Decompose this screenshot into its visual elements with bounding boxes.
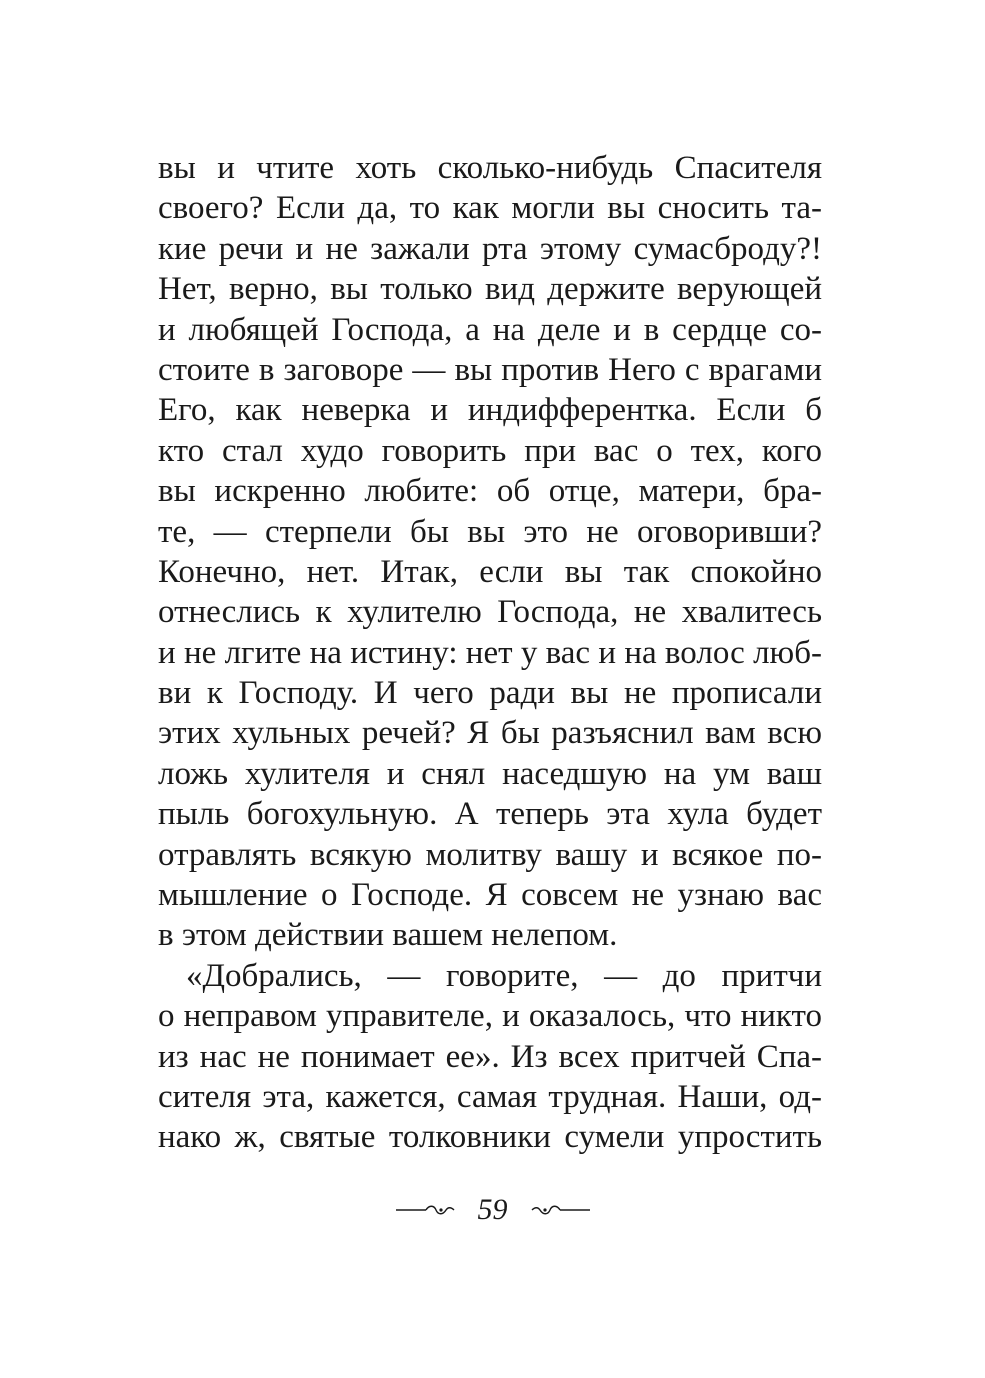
flourish-ornament-icon	[396, 1203, 456, 1217]
text-line: те, — стерпели бы вы это не оговоривши?	[158, 513, 822, 550]
paragraph-last-line: в этом действии вашем нелепом.	[158, 917, 618, 954]
text-line: стоите в заговоре — вы против Него с врагами	[158, 351, 822, 388]
text-line: своего? Если да, то как могли вы сносить та-	[158, 190, 822, 227]
flourish-ornament-icon	[530, 1203, 590, 1217]
text-line: пыль богохульную. А теперь эта хула будет	[158, 796, 822, 833]
text-line: сителя эта, кажется, самая трудная. Наши, од-	[158, 1078, 822, 1115]
page-number: 59	[477, 1193, 508, 1226]
text-line: ложь хулителя и снял наседшую на ум ваш	[158, 755, 822, 792]
text-line: отравлять всякую молитву вашу и всякое по-	[158, 836, 822, 873]
text-line: мышление о Господе. Я совсем не узнаю вас	[158, 877, 822, 914]
text-line: из нас не понимает ее». Из всех притчей Спа-	[158, 1038, 822, 1075]
text-line: вы искренно любите: об отце, матери, бра-	[158, 473, 822, 510]
text-line: Его, как неверка и индифферентка. Если б	[158, 392, 822, 429]
page-footer	[0, 1190, 985, 1230]
text-line: этих хульных речей? Я бы разъяснил вам всю	[158, 715, 822, 752]
text-line: и не лгите на истину: нет у вас и на волос люб-	[158, 634, 822, 671]
body-text	[158, 148, 822, 1158]
text-line: ви к Господу. И чего ради вы не прописали	[158, 675, 822, 712]
text-line: отнеслись к хулителю Господа, не хвалитесь	[158, 594, 822, 631]
text-line: вы и чтите хоть сколько-нибудь Спасителя	[158, 150, 822, 186]
text-line: и любящей Господа, а на деле и в сердце со-	[158, 311, 822, 348]
text-line: Конечно, нет. Итак, если вы так спокойно	[158, 553, 822, 590]
paragraph-first-line: «Добрались, — говорите, — до притчи	[186, 957, 822, 994]
text-line: кто стал худо говорить при вас о тех, кого	[158, 432, 822, 469]
text-line: кие речи и не зажали рта этому сумасброду?!	[158, 230, 822, 267]
text-line: нако ж, святые толковники сумели упростить	[158, 1119, 822, 1156]
text-line: о неправом управителе, и оказалось, что никто	[158, 998, 822, 1035]
text-line: Нет, верно, вы только вид держите верующей	[158, 271, 822, 308]
